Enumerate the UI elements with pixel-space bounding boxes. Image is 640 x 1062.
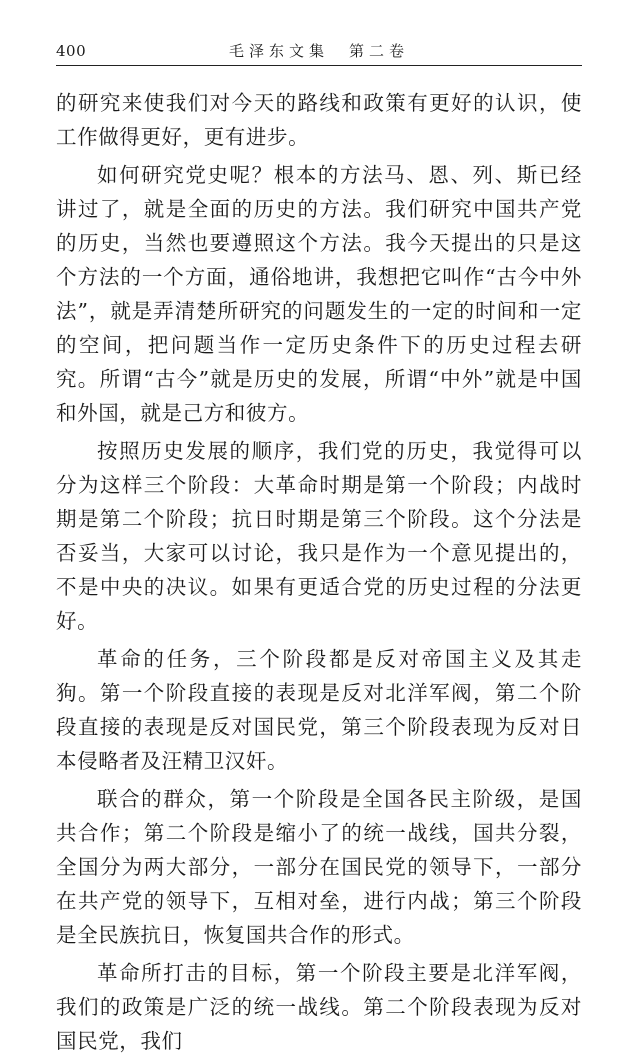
paragraph-continued: 的研究来使我们对今天的路线和政策有更好的认识，使工作做得更好，更有进步。 [56,91,582,149]
header-rule [56,65,582,66]
body-text [56,86,582,1062]
paragraph-revolution-task: 革命的任务，三个阶段都是反对帝国主义及其走狗。第一个阶段直接的表现是反对北洋军阀，第二个阶段直接的表现是反对国民党，第三个阶段表现为反对日本侵略者及汪精卫汉奸。 [56,647,582,773]
running-title: 毛泽东文集 第二卷 [228,42,409,60]
paragraph-study-method: 如何研究党史呢？根本的方法马、恩、列、斯已经讲过了，就是全面的历史的方法。我们研究中国共产党的历史，当然也要遵照这个方法。我今天提出的只是这个方法的一个方面，通俗地讲，我想把它叫作“古今中外法”，就是弄清楚所研究的问题发生的一定的时间和一定的空间，把问题当作一定历史条件下的历史过程去研究。所谓“古今”就是历史的发展，所谓“中外”就是中国和外国，就是己方和彼方。 [56,163,582,425]
page-header [56,40,582,66]
paragraph-united-masses: 联合的群众，第一个阶段是全国各民主阶级，是国共合作；第二个阶段是缩小了的统一战线，国共分裂，全国分为两大部分，一部分在国民党的领导下，一部分在共产党的领导下，互相对垒，进行内战；第三个阶段是全民族抗日，恢复国共合作的形式。 [56,787,582,947]
paragraph-three-stages: 按照历史发展的顺序，我们党的历史，我觉得可以分为这样三个阶段：大革命时期是第一个阶段；内战时期是第二个阶段；抗日时期是第三个阶段。这个分法是否妥当，大家可以讨论，我只是作为一个意见提出的，不是中央的决议。如果有更适合党的历史过程的分法更好。 [56,439,582,633]
page-number: 400 [56,42,87,60]
paragraph-revolution-target: 革命所打击的目标，第一个阶段主要是北洋军阀，我们的政策是广泛的统一战线。第二个阶段表现为反对国民党，我们 [56,961,582,1053]
